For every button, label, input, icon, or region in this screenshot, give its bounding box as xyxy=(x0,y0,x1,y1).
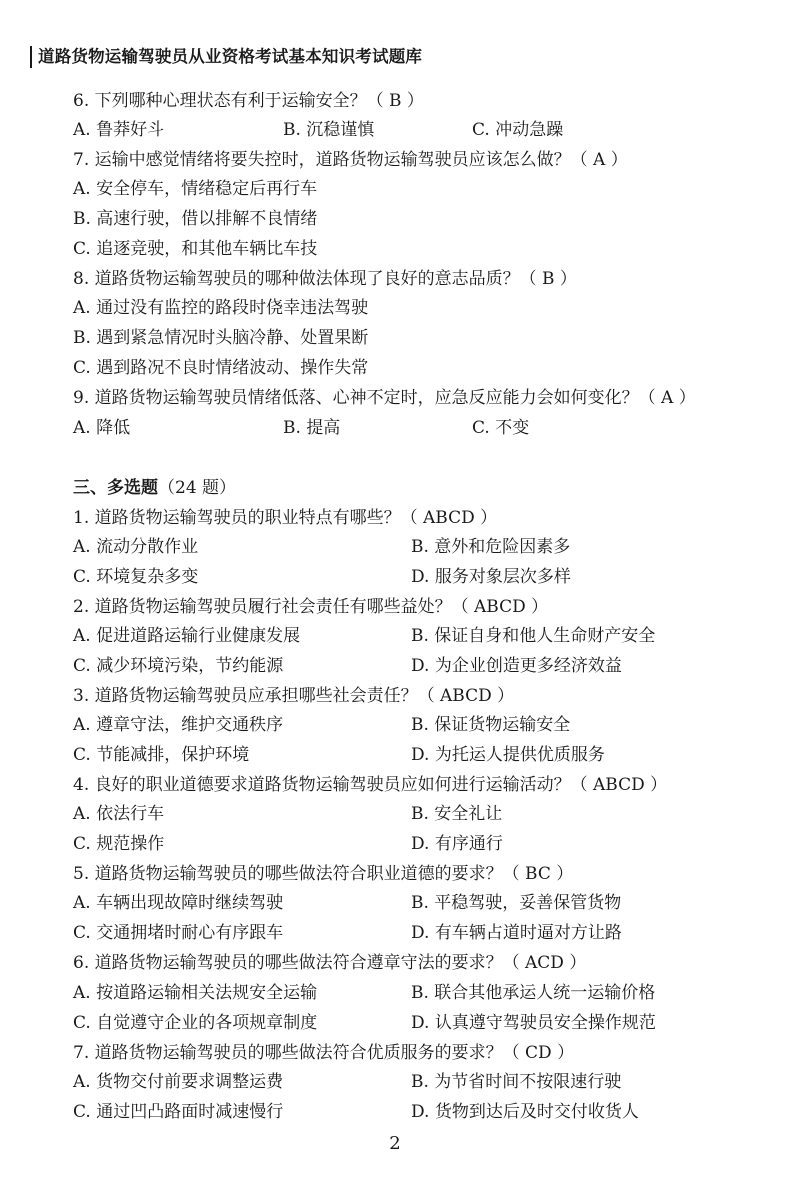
question-text: 1. 道路货物运输驾驶员的职业特点有哪些？（ ABCD ） xyxy=(73,508,498,528)
question-text: 7. 道路货物运输驾驶员的哪些做法符合优质服务的要求？（ CD ） xyxy=(73,1043,575,1063)
option-a: A. 流动分散作业 xyxy=(73,537,199,557)
running-header: 道路货物运输驾驶员从业资格考试基本知识考试题库 xyxy=(30,46,422,68)
option-b: B. 高速行驶，借以排解不良情绪 xyxy=(73,209,318,229)
option-b: B. 遇到紧急情况时头脑冷静、处置果断 xyxy=(73,328,369,348)
option-d: D. 为企业创造更多经济效益 xyxy=(411,656,622,676)
option-d: D. 有车辆占道时逼对方让路 xyxy=(411,923,622,943)
option-a: A. 安全停车，情绪稳定后再行车 xyxy=(73,179,318,199)
option-a: A. 遵章守法，维护交通秩序 xyxy=(73,715,284,735)
option-b: B. 提高 xyxy=(283,418,341,438)
option-a: A. 通过没有监控的路段时侥幸违法驾驶 xyxy=(73,298,369,318)
question-text: 5. 道路货物运输驾驶员的哪些做法符合职业道德的要求？（ BC ） xyxy=(73,864,574,884)
question-text: 6. 下列哪种心理状态有利于运输安全？（ B ） xyxy=(73,91,424,111)
question-text: 8. 道路货物运输驾驶员的哪种做法体现了良好的意志品质？（ B ） xyxy=(73,269,577,289)
option-c: C. 遇到路况不良时情绪波动、操作失常 xyxy=(73,358,369,378)
option-d: D. 为托运人提供优质服务 xyxy=(411,745,605,765)
option-c: C. 不变 xyxy=(472,418,530,438)
option-c: C. 环境复杂多变 xyxy=(73,567,199,587)
option-b: B. 联合其他承运人统一运输价格 xyxy=(411,983,656,1003)
option-c: C. 通过凹凸路面时减速慢行 xyxy=(73,1102,284,1122)
option-a: A. 促进道路运输行业健康发展 xyxy=(73,626,301,646)
option-d: D. 服务对象层次多样 xyxy=(411,567,571,587)
question-text: 2. 道路货物运输驾驶员履行社会责任有哪些益处？（ ABCD ） xyxy=(73,597,549,617)
option-a: A. 鲁莽好斗 xyxy=(73,120,165,140)
option-a: A. 车辆出现故障时继续驾驶 xyxy=(73,893,284,913)
section-title: 三、多选题 xyxy=(73,478,158,498)
option-a: A. 货物交付前要求调整运费 xyxy=(73,1072,284,1092)
option-a: A. 按道路运输相关法规安全运输 xyxy=(73,983,318,1003)
question-text: 9. 道路货物运输驾驶员情绪低落、心神不定时，应急反应能力会如何变化？（ A ） xyxy=(73,388,696,408)
option-c: C. 自觉遵守企业的各项规章制度 xyxy=(73,1013,318,1033)
question-text: 4. 良好的职业道德要求道路货物运输驾驶员应如何进行运输活动？（ ABCD ） xyxy=(73,775,668,795)
option-b: B. 安全礼让 xyxy=(411,804,503,824)
section-heading xyxy=(73,476,236,500)
option-c: C. 规范操作 xyxy=(73,834,165,854)
page-number: 2 xyxy=(389,1133,401,1154)
question-text: 6. 道路货物运输驾驶员的哪些做法符合遵章守法的要求？（ ACD ） xyxy=(73,953,587,973)
option-c: C. 冲动急躁 xyxy=(472,120,564,140)
option-d: D. 货物到达后及时交付收货人 xyxy=(411,1102,639,1122)
option-a: A. 降低 xyxy=(73,418,131,438)
option-b: B. 沉稳谨慎 xyxy=(283,120,375,140)
option-c: C. 节能减排，保护环境 xyxy=(73,745,250,765)
question-text: 3. 道路货物运输驾驶员应承担哪些社会责任？（ ABCD ） xyxy=(73,686,515,706)
option-b: B. 保证自身和他人生命财产安全 xyxy=(411,626,656,646)
option-a: A. 依法行车 xyxy=(73,804,165,824)
option-c: C. 交通拥堵时耐心有序跟车 xyxy=(73,923,284,943)
section-count: （24 题） xyxy=(158,478,237,498)
question-text: 7. 运输中感觉情绪将要失控时，道路货物运输驾驶员应该怎么做？（ A ） xyxy=(73,150,628,170)
option-b: B. 意外和危险因素多 xyxy=(411,537,571,557)
option-b: B. 平稳驾驶，妥善保管货物 xyxy=(411,893,622,913)
option-b: B. 为节省时间不按限速行驶 xyxy=(411,1072,622,1092)
option-b: B. 保证货物运输安全 xyxy=(411,715,571,735)
option-c: C. 减少环境污染，节约能源 xyxy=(73,656,284,676)
option-d: D. 有序通行 xyxy=(411,834,503,854)
option-d: D. 认真遵守驾驶员安全操作规范 xyxy=(411,1013,656,1033)
option-c: C. 追逐竞驶，和其他车辆比车技 xyxy=(73,239,318,259)
